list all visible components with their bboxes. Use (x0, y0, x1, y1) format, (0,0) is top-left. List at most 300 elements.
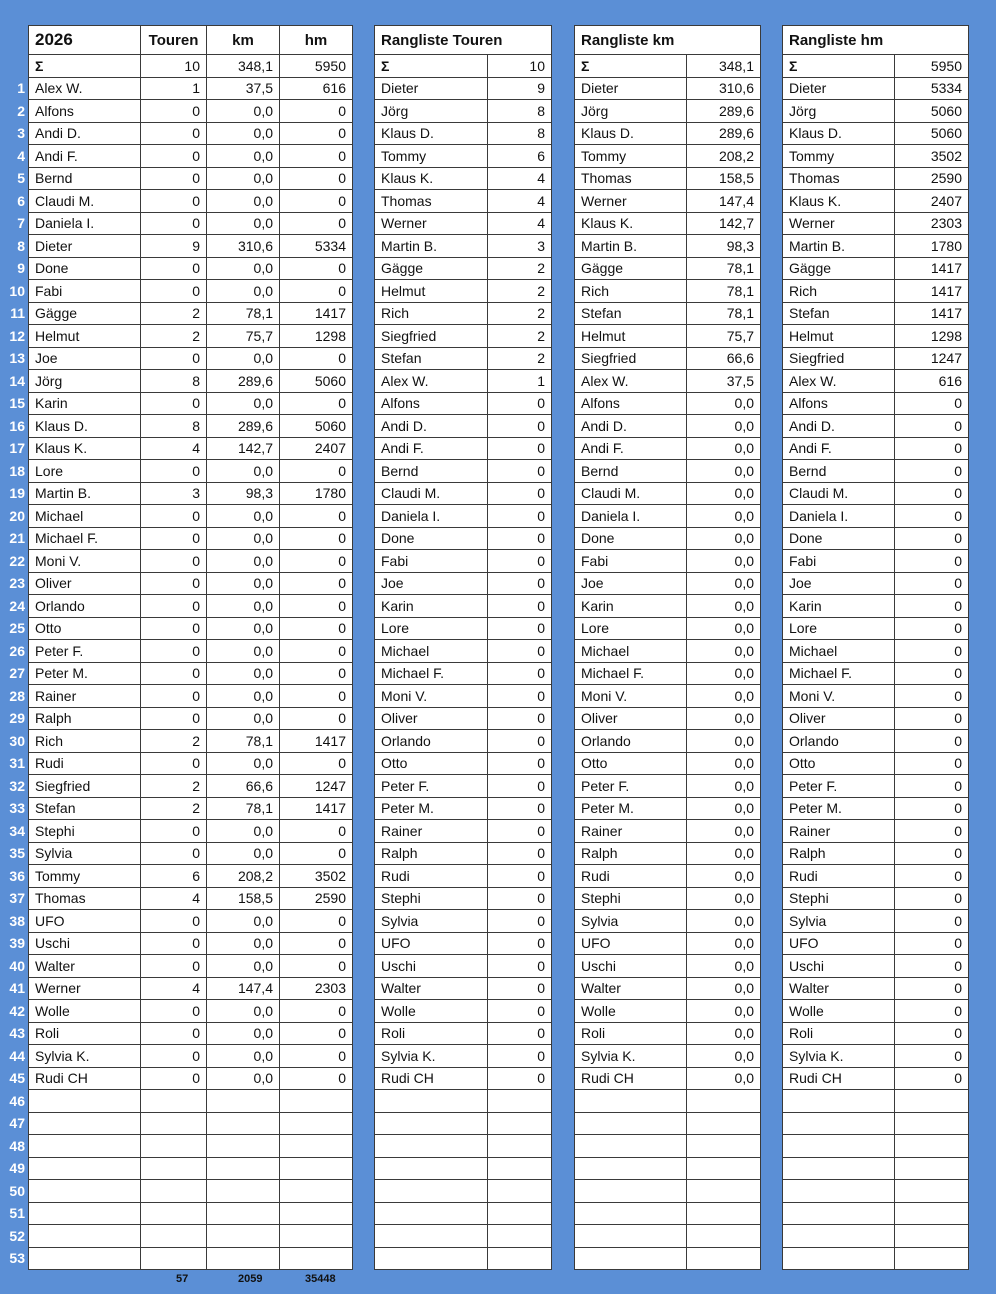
km-cell: 0,0 (207, 1067, 280, 1090)
value-cell: 208,2 (687, 145, 761, 168)
value-cell (488, 1202, 552, 1225)
table-row (575, 122, 761, 145)
name-cell: Klaus K. (783, 190, 895, 213)
km-cell: 0,0 (207, 595, 280, 618)
name-cell: Moni V. (375, 685, 488, 708)
table-row (375, 1045, 552, 1068)
value-cell: 289,6 (687, 100, 761, 123)
name-cell: Roli (29, 1022, 141, 1045)
touren-cell: 0 (141, 640, 207, 663)
name-cell: Klaus D. (783, 122, 895, 145)
touren-header: Touren (141, 26, 207, 55)
row-number: 44 (9, 1047, 25, 1064)
table-row (375, 280, 552, 303)
value-cell: 0,0 (687, 685, 761, 708)
name-cell: Oliver (575, 707, 687, 730)
value-cell: 0,0 (687, 1045, 761, 1068)
value-cell: 0,0 (687, 572, 761, 595)
table-row (575, 640, 761, 663)
table-row (575, 572, 761, 595)
km-cell: 66,6 (207, 775, 280, 798)
hm-cell: 0 (280, 707, 353, 730)
table-row (29, 977, 353, 1000)
value-cell (488, 1090, 552, 1113)
km-cell: 0,0 (207, 842, 280, 865)
rank-touren-sum-label: Σ (375, 55, 488, 78)
value-cell: 4 (488, 190, 552, 213)
name-cell: Andi D. (575, 415, 687, 438)
name-cell: Claudi M. (575, 482, 687, 505)
name-cell: Done (783, 527, 895, 550)
hm-cell: 0 (280, 685, 353, 708)
table-row (783, 955, 969, 978)
name-cell: Tommy (783, 145, 895, 168)
value-cell: 8 (488, 100, 552, 123)
table-row (375, 797, 552, 820)
name-cell: Andi F. (375, 437, 488, 460)
table-row (375, 1135, 552, 1158)
value-cell: 0 (488, 932, 552, 955)
value-cell: 78,1 (687, 280, 761, 303)
km-cell (207, 1157, 280, 1180)
hm-cell: 0 (280, 1022, 353, 1045)
value-cell: 0 (488, 775, 552, 798)
hm-cell: 5060 (280, 370, 353, 393)
table-row (575, 100, 761, 123)
table-row (575, 77, 761, 100)
value-cell: 0 (895, 842, 969, 865)
row-number: 36 (9, 867, 25, 884)
hm-cell: 1298 (280, 325, 353, 348)
value-cell: 0 (895, 910, 969, 933)
km-cell: 147,4 (207, 977, 280, 1000)
value-cell: 0 (488, 1000, 552, 1023)
value-cell: 0 (895, 775, 969, 798)
km-cell: 289,6 (207, 415, 280, 438)
table-row (575, 1202, 761, 1225)
row-number: 4 (17, 147, 25, 164)
name-cell: Stephi (575, 887, 687, 910)
table-row (575, 482, 761, 505)
table-row (575, 145, 761, 168)
table-row (575, 1247, 761, 1270)
table-row (29, 910, 353, 933)
name-cell: Peter M. (375, 797, 488, 820)
value-cell: 0 (895, 955, 969, 978)
name-cell: Oliver (29, 572, 141, 595)
table-row (783, 1067, 969, 1090)
name-cell (575, 1112, 687, 1135)
name-cell (375, 1202, 488, 1225)
table-row (783, 190, 969, 213)
name-cell: Andi D. (375, 415, 488, 438)
touren-cell: 6 (141, 865, 207, 888)
value-cell (895, 1180, 969, 1203)
km-cell: 0,0 (207, 752, 280, 775)
value-cell: 0,0 (687, 1000, 761, 1023)
name-cell: Siegfried (29, 775, 141, 798)
table-row (783, 392, 969, 415)
touren-cell: 2 (141, 302, 207, 325)
table-row (29, 1000, 353, 1023)
name-cell (375, 1180, 488, 1203)
hm-cell (280, 1180, 353, 1203)
name-cell: Sylvia K. (29, 1045, 141, 1068)
value-cell: 5060 (895, 100, 969, 123)
value-cell (687, 1157, 761, 1180)
name-cell: Roli (575, 1022, 687, 1045)
table-row (29, 212, 353, 235)
value-cell: 1417 (895, 257, 969, 280)
value-cell: 310,6 (687, 77, 761, 100)
km-cell: 37,5 (207, 77, 280, 100)
table-row (375, 977, 552, 1000)
table-row (29, 1135, 353, 1158)
value-cell (895, 1112, 969, 1135)
table-row (575, 347, 761, 370)
value-cell: 0,0 (687, 482, 761, 505)
value-cell: 289,6 (687, 122, 761, 145)
km-cell: 289,6 (207, 370, 280, 393)
value-cell: 2590 (895, 167, 969, 190)
value-cell: 75,7 (687, 325, 761, 348)
table-row (29, 1247, 353, 1270)
name-cell: Gägge (575, 257, 687, 280)
name-cell: Roli (783, 1022, 895, 1045)
name-cell: Wolle (783, 1000, 895, 1023)
table-row (29, 347, 353, 370)
km-cell: 0,0 (207, 190, 280, 213)
name-cell (783, 1247, 895, 1270)
value-cell: 1 (488, 370, 552, 393)
km-cell (207, 1202, 280, 1225)
row-number: 24 (9, 597, 25, 614)
touren-cell: 0 (141, 122, 207, 145)
table-row (783, 415, 969, 438)
value-cell: 0 (488, 505, 552, 528)
touren-cell: 1 (141, 77, 207, 100)
hm-cell (280, 1225, 353, 1248)
table-row (29, 1157, 353, 1180)
name-cell (783, 1180, 895, 1203)
name-cell: Fabi (29, 280, 141, 303)
name-cell (575, 1247, 687, 1270)
table-row (29, 437, 353, 460)
value-cell: 0 (488, 392, 552, 415)
hm-cell: 1247 (280, 775, 353, 798)
name-cell: Alfons (783, 392, 895, 415)
name-cell: Werner (375, 212, 488, 235)
touren-cell: 0 (141, 662, 207, 685)
name-cell: Rudi (575, 865, 687, 888)
name-cell: Sylvia (29, 842, 141, 865)
touren-cell: 2 (141, 325, 207, 348)
touren-cell (141, 1202, 207, 1225)
hm-cell (280, 1112, 353, 1135)
km-cell: 78,1 (207, 302, 280, 325)
value-cell (687, 1202, 761, 1225)
table-row (783, 752, 969, 775)
value-cell: 0 (488, 797, 552, 820)
name-cell: Tommy (375, 145, 488, 168)
km-cell: 98,3 (207, 482, 280, 505)
table-row (375, 910, 552, 933)
value-cell: 0,0 (687, 932, 761, 955)
km-cell (207, 1180, 280, 1203)
table-row (575, 977, 761, 1000)
value-cell (895, 1202, 969, 1225)
name-cell: Andi D. (29, 122, 141, 145)
name-cell: Alex W. (375, 370, 488, 393)
name-cell: Rudi CH (29, 1067, 141, 1090)
name-cell: Roli (375, 1022, 488, 1045)
hm-cell: 0 (280, 617, 353, 640)
name-cell: Uschi (29, 932, 141, 955)
name-cell: Otto (375, 752, 488, 775)
table-row (29, 1022, 353, 1045)
name-cell: Joe (375, 572, 488, 595)
touren-cell: 0 (141, 190, 207, 213)
table-row (375, 392, 552, 415)
table-row (783, 1157, 969, 1180)
table-row (575, 167, 761, 190)
sum-label: Σ (29, 55, 141, 78)
name-cell: Martin B. (783, 235, 895, 258)
km-cell: 0,0 (207, 662, 280, 685)
name-cell: Rudi (375, 865, 488, 888)
table-row (575, 797, 761, 820)
name-cell: Daniela I. (29, 212, 141, 235)
hm-cell: 0 (280, 820, 353, 843)
name-cell (783, 1090, 895, 1113)
km-cell: 142,7 (207, 437, 280, 460)
row-number: 42 (9, 1002, 25, 1019)
value-cell: 0 (895, 505, 969, 528)
value-cell: 1417 (895, 302, 969, 325)
table-row (575, 932, 761, 955)
table-row (29, 1045, 353, 1068)
name-cell: Michael F. (29, 527, 141, 550)
name-cell: Dieter (29, 235, 141, 258)
value-cell: 0,0 (687, 865, 761, 888)
table-row (29, 415, 353, 438)
value-cell: 0 (895, 1045, 969, 1068)
km-cell: 0,0 (207, 460, 280, 483)
table-row (575, 955, 761, 978)
value-cell: 0 (895, 640, 969, 663)
row-number: 52 (9, 1227, 25, 1244)
touren-cell: 8 (141, 415, 207, 438)
hm-cell: 0 (280, 527, 353, 550)
table-row (29, 640, 353, 663)
name-cell: Alfons (375, 392, 488, 415)
value-cell: 0,0 (687, 842, 761, 865)
value-cell: 0 (488, 460, 552, 483)
name-cell: Alfons (29, 100, 141, 123)
name-cell: Stefan (575, 302, 687, 325)
name-cell: Rudi CH (375, 1067, 488, 1090)
name-cell (375, 1090, 488, 1113)
name-cell: Sylvia (375, 910, 488, 933)
name-cell: Klaus D. (575, 122, 687, 145)
table-row (575, 1157, 761, 1180)
hm-cell: 0 (280, 910, 353, 933)
value-cell: 98,3 (687, 235, 761, 258)
name-cell: Siegfried (575, 347, 687, 370)
row-number: 21 (9, 530, 25, 546)
table-row (29, 190, 353, 213)
sum-touren: 10 (141, 55, 207, 78)
touren-cell: 0 (141, 145, 207, 168)
name-cell: Rich (375, 302, 488, 325)
name-cell (375, 1247, 488, 1270)
value-cell (488, 1135, 552, 1158)
name-cell: Alex W. (29, 77, 141, 100)
table-row (575, 820, 761, 843)
row-number: 31 (9, 755, 25, 771)
hm-cell: 0 (280, 212, 353, 235)
value-cell (895, 1090, 969, 1113)
row-number: 33 (9, 800, 25, 816)
km-cell: 0,0 (207, 640, 280, 663)
table-row (29, 932, 353, 955)
table-row (783, 550, 969, 573)
name-cell: Peter M. (575, 797, 687, 820)
table-row (783, 347, 969, 370)
value-cell: 0,0 (687, 797, 761, 820)
table-row (29, 662, 353, 685)
table-row (783, 775, 969, 798)
value-cell: 0 (488, 685, 552, 708)
table-row (375, 955, 552, 978)
table-row (575, 190, 761, 213)
table-row (783, 617, 969, 640)
name-cell: Lore (783, 617, 895, 640)
touren-cell: 3 (141, 482, 207, 505)
hm-cell: 0 (280, 347, 353, 370)
name-cell: Bernd (783, 460, 895, 483)
table-row (575, 527, 761, 550)
name-cell: Bernd (29, 167, 141, 190)
name-cell: Thomas (375, 190, 488, 213)
value-cell (687, 1135, 761, 1158)
value-cell: 0,0 (687, 527, 761, 550)
row-number: 7 (17, 215, 25, 231)
table-row (575, 1112, 761, 1135)
name-cell: Uschi (575, 955, 687, 978)
name-cell: Peter F. (29, 640, 141, 663)
name-cell: Jörg (783, 100, 895, 123)
value-cell (488, 1225, 552, 1248)
table-row (29, 325, 353, 348)
table-row (375, 100, 552, 123)
value-cell: 0 (895, 730, 969, 753)
name-cell (375, 1112, 488, 1135)
value-cell: 0 (488, 1067, 552, 1090)
table-row (375, 550, 552, 573)
name-cell: Helmut (375, 280, 488, 303)
table-row (29, 527, 353, 550)
table-row (575, 707, 761, 730)
value-cell: 37,5 (687, 370, 761, 393)
value-cell (488, 1247, 552, 1270)
table-row (29, 1225, 353, 1248)
row-number: 28 (9, 687, 25, 704)
table-row (375, 1090, 552, 1113)
name-cell: Wolle (29, 1000, 141, 1023)
touren-cell: 0 (141, 685, 207, 708)
name-cell: Karin (783, 595, 895, 618)
row-number: 48 (9, 1137, 25, 1154)
table-row (575, 752, 761, 775)
hm-cell: 0 (280, 955, 353, 978)
table-row (375, 325, 552, 348)
hm-cell: 0 (280, 280, 353, 303)
value-cell: 616 (895, 370, 969, 393)
hm-cell: 0 (280, 595, 353, 618)
row-number: 8 (17, 237, 25, 254)
value-cell: 2407 (895, 190, 969, 213)
row-number: 10 (9, 282, 25, 299)
hm-cell: 0 (280, 752, 353, 775)
touren-cell: 8 (141, 370, 207, 393)
name-cell: Andi F. (783, 437, 895, 460)
value-cell: 147,4 (687, 190, 761, 213)
name-cell: Daniela I. (375, 505, 488, 528)
name-cell (783, 1112, 895, 1135)
table-row (575, 775, 761, 798)
touren-cell (141, 1180, 207, 1203)
name-cell: Joe (29, 347, 141, 370)
name-cell: Rainer (783, 820, 895, 843)
row-number: 34 (9, 822, 25, 839)
value-cell: 0,0 (687, 617, 761, 640)
table-row (29, 1202, 353, 1225)
table-row (783, 302, 969, 325)
name-cell: Peter F. (783, 775, 895, 798)
table-row (375, 527, 552, 550)
table-row (375, 730, 552, 753)
km-cell (207, 1225, 280, 1248)
value-cell: 0 (895, 572, 969, 595)
table-row (29, 685, 353, 708)
name-cell: Otto (29, 617, 141, 640)
value-cell: 1298 (895, 325, 969, 348)
table-row (575, 1135, 761, 1158)
value-cell: 0 (488, 1022, 552, 1045)
name-cell: Alex W. (783, 370, 895, 393)
table-row (575, 662, 761, 685)
table-row (29, 550, 353, 573)
table-row (29, 482, 353, 505)
name-cell: Stephi (375, 887, 488, 910)
value-cell: 0 (488, 572, 552, 595)
name-cell: Werner (575, 190, 687, 213)
touren-cell: 2 (141, 730, 207, 753)
row-number: 37 (9, 890, 25, 906)
hm-cell: 0 (280, 505, 353, 528)
name-cell (783, 1202, 895, 1225)
table-row (29, 392, 353, 415)
name-cell: Walter (375, 977, 488, 1000)
table-row (375, 640, 552, 663)
value-cell: 0 (895, 550, 969, 573)
touren-cell: 0 (141, 1022, 207, 1045)
name-cell: Claudi M. (375, 482, 488, 505)
value-cell: 0,0 (687, 820, 761, 843)
table-row (29, 955, 353, 978)
name-cell: Michael (575, 640, 687, 663)
